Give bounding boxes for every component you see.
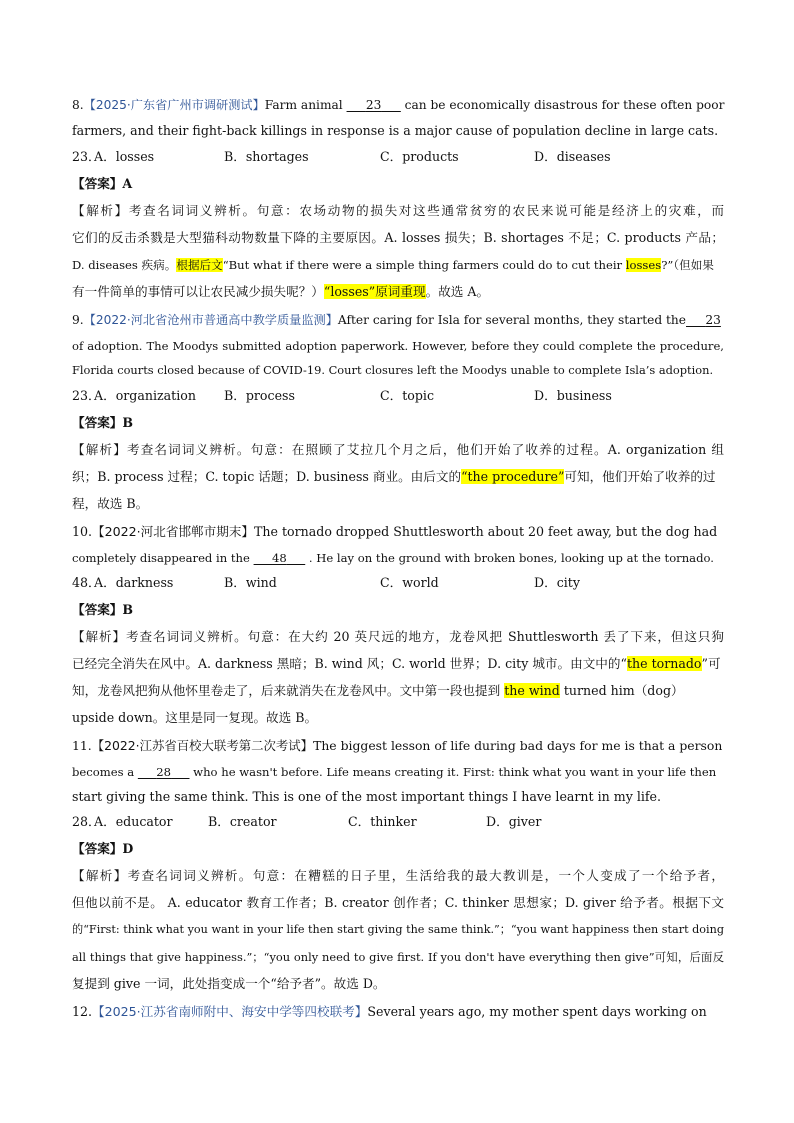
q11-stem-line2: becomes a 28 who he wasn't before. Life means creating it. First: think what you want in your life then bbox=[72, 765, 717, 779]
q9-explanation-3: 程，故选 B。 bbox=[72, 496, 149, 511]
q8-blank: 23 bbox=[365, 98, 382, 112]
q11-blank: 28 bbox=[156, 765, 172, 779]
q10-stem: 10.【2022·河北省邯郸市期末】The tornado dropped Shuttlesworth about 20 feet away, but the dog had bbox=[72, 524, 718, 539]
q9-stem-line2: of adoption. The Moodys submitted adoption paperwork. However, before they could complete the procedure, bbox=[72, 339, 724, 353]
q10-answer: 【答案】B bbox=[72, 602, 134, 617]
q11-explanation-1: 【解析】考查名词词义辨析。句意：在糟糕的日子里，生活给我的最大教训是，一个人变成了一个给予者， bbox=[72, 868, 724, 883]
q11-answer: 【答案】D bbox=[72, 841, 134, 856]
q8-source: 【2025·广东省广州市调研测试】 bbox=[83, 98, 265, 112]
q8-explanation-4: 有一件简单的事情可以让农民减少损失呢？）“losses”原词重现。故选 A。 bbox=[72, 284, 490, 299]
q9-stem-line3: Florida courts closed because of COVID-19. Court closures left the Moodys unable to complete Isla’s adoption. bbox=[72, 363, 714, 377]
q11-explanation-4: all things that give happiness.”；“you only need to give first. If you don't have everything then give”可知，后面反 bbox=[72, 950, 724, 964]
q9-explanation-1: 【解析】考查名词词义辨析。句意：在照顾了艾拉几个月之后，他们开始了收养的过程。A. organization 组 bbox=[72, 442, 724, 457]
q9-blank: 23 bbox=[705, 313, 721, 327]
q11-stem-line3: start giving the same think. This is one of the most important things I have learnt in my life. bbox=[72, 789, 661, 804]
q8-answer: 【答案】A bbox=[72, 176, 133, 191]
q11-stem: 11.【2022·江苏省百校大联考第二次考试】The biggest lesson of life during bad days for me is that a person bbox=[72, 738, 723, 753]
q9-answer: 【答案】B bbox=[72, 415, 134, 430]
q10-explanation-4: upside down。这里是同一复现。故选 B。 bbox=[72, 710, 318, 725]
q8-explanation-3: D. diseases 疾病。根据后文“But what if there were a simple thing farmers could do to cut their losses?”（但如果 bbox=[72, 258, 714, 272]
q10-stem-line2: completely disappeared in the 48 . He lay on the ground with broken bones, looking up at the tornado. bbox=[72, 551, 714, 565]
q8-explanation-2: 它们的反击杀戮是大型猫科动物数量下降的主要原因。A. losses 损失；B. shortages 不足；C. products 产品； bbox=[72, 230, 724, 245]
q10-blank: 48 bbox=[272, 551, 287, 565]
q8-stem-line2: farmers, and their fight-back killings in response is a major cause of population decline in large cats. bbox=[72, 123, 719, 138]
q10-explanation-2: 已经完全消失在风中。A. darkness 黑暗；B. wind 风；C. world 世界；D. city 城市。由文中的“the tornado”可 bbox=[72, 656, 721, 671]
q8-stem: 8.【2025·广东省广州市调研测试】Farm animal 23 can be economically disastrous for these often poor bbox=[72, 98, 725, 112]
q11-explanation-5: 复提到 give 一词，此处指变成一个“给予者”。故选 D。 bbox=[72, 976, 386, 991]
q10-explanation-1: 【解析】考查名词词义辨析。句意：在大约 20 英尺远的地方，龙卷风把 Shuttlesworth 丢了下来，但这只狗 bbox=[72, 629, 724, 644]
q12-stem: 12.【2025·江苏省南师附中、海安中学等四校联考】Several years ago, my mother spent days working on bbox=[72, 1004, 707, 1019]
q9-explanation-2: 织；B. process 过程；C. topic 话题；D. business 商业。由后文的“the procedure”可知，他们开始了收养的过 bbox=[72, 469, 716, 484]
q11-explanation-2: 但他以前不是。 A. educator 教育工作者；B. creator 创作者；C. thinker 思想家；D. giver 给予者。根据下文 bbox=[72, 895, 724, 910]
q10-explanation-3: 知，龙卷风把狗从他怀里卷走了，后来就消失在龙卷风中。文中第一段也提到 the wind turned him（dog） bbox=[72, 683, 684, 698]
q9-stem: 9.【2022·河北省沧州市普通高中教学质量监测】After caring for Isla for several months, they started the 23 bbox=[72, 313, 721, 327]
q8-explanation-1: 【解析】考查名词词义辨析。句意：农场动物的损失对这些通常贫穷的农民来说可能是经济上的灾难，而 bbox=[72, 203, 724, 218]
q11-explanation-3: 的“First: think what you want in your life then start giving the same think.”；“you want happiness then start doing bbox=[72, 923, 724, 936]
